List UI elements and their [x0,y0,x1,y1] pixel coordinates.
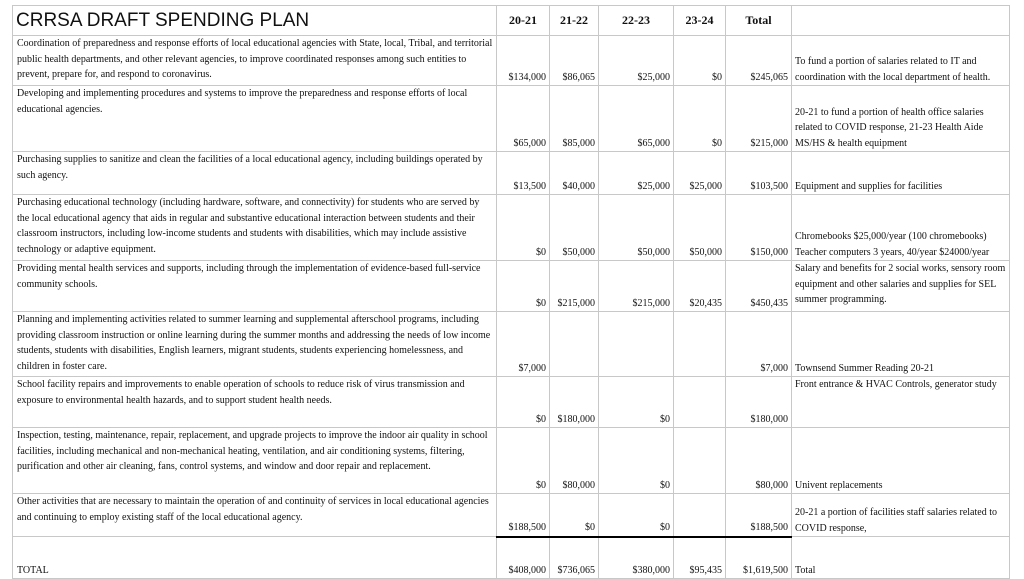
cell-22-23: $215,000 [599,261,674,312]
cell-22-23: $65,000 [599,86,674,152]
cell-21-22: $180,000 [550,377,599,428]
cell-20-21: $7,000 [497,312,550,377]
table-row [13,261,1010,312]
cell-21-22: $86,065 [550,36,599,86]
col-header-total: Total [726,6,792,36]
cell-23-24: $0 [674,86,726,152]
table-row [13,86,1010,152]
cell-22-23: $0 [599,494,674,537]
row-note: Univent replacements [792,428,1010,494]
cell-22-23 [599,312,674,377]
table-row [13,195,1010,261]
row-description: Inspection, testing, maintenance, repair, replacement, and upgrade projects to improve the indoor air quality in school facilities, including mechanical and non-mechanical heating, ventilation, and air conditioning systems, filtering, purification and other air cleaning, fans, control systems, and window and door repair and replacement. [13,428,497,494]
row-note: Townsend Summer Reading 20-21 [792,312,1010,377]
cell-total: $450,435 [726,261,792,312]
cell-23-24: $25,000 [674,152,726,195]
cell-23-24 [674,494,726,537]
row-description: School facility repairs and improvements to enable operation of schools to reduce risk of virus transmission and exposure to environmental health hazards, and to support student health needs. [13,377,497,428]
col-header-23-24: 23-24 [674,6,726,36]
table-row [13,377,1010,428]
row-note: 20-21 to fund a portion of health office salaries related to COVID response, 21-23 Health Aide MS/HS & health equipment [792,86,1010,152]
total-21-22: $736,065 [550,537,599,579]
cell-total: $150,000 [726,195,792,261]
cell-20-21: $134,000 [497,36,550,86]
cell-21-22 [550,312,599,377]
row-note: Equipment and supplies for facilities [792,152,1010,195]
grand-total: $1,619,500 [726,537,792,579]
cell-20-21: $0 [497,428,550,494]
row-note: Salary and benefits for 2 social works, sensory room equipment and other salaries and supplies for SEL summer programming. [792,261,1010,312]
cell-23-24: $0 [674,36,726,86]
table-row [13,152,1010,195]
cell-23-24: $50,000 [674,195,726,261]
page-title: CRRSA DRAFT SPENDING PLAN [13,6,497,36]
row-note: 20-21 a portion of facilities staff salaries related to COVID response, [792,494,1010,537]
cell-23-24 [674,377,726,428]
cell-23-24: $20,435 [674,261,726,312]
total-20-21: $408,000 [497,537,550,579]
cell-total: $80,000 [726,428,792,494]
col-header-20-21: 20-21 [497,6,550,36]
row-description: Developing and implementing procedures and systems to improve the preparedness and response efforts of local educational agencies. [13,86,497,152]
spending-plan-table [12,5,1010,579]
cell-20-21: $188,500 [497,494,550,537]
row-description: Coordination of preparedness and response efforts of local educational agencies with State, local, Tribal, and territorial public health departments, and other relevant agencies, to improve coordinated responses among such entities to prevent, prepare for, and respond to coronavirus. [13,36,497,86]
cell-20-21: $0 [497,377,550,428]
row-note: Front entrance & HVAC Controls, generator study [792,377,1010,428]
cell-21-22: $215,000 [550,261,599,312]
total-23-24: $95,435 [674,537,726,579]
header-row [13,6,1010,36]
cell-20-21: $0 [497,261,550,312]
table-row [13,428,1010,494]
cell-total: $188,500 [726,494,792,537]
totals-row [13,537,1010,579]
totals-label: TOTAL [13,537,497,579]
total-22-23: $380,000 [599,537,674,579]
cell-20-21: $65,000 [497,86,550,152]
table-row [13,312,1010,377]
cell-23-24 [674,312,726,377]
cell-20-21: $13,500 [497,152,550,195]
cell-21-22: $80,000 [550,428,599,494]
cell-total: $7,000 [726,312,792,377]
cell-21-22: $0 [550,494,599,537]
row-description: Providing mental health services and supports, including through the implementation of evidence-based full-service community schools. [13,261,497,312]
row-note: To fund a portion of salaries related to IT and coordination with the local department of health. [792,36,1010,86]
totals-note: Total [792,537,1010,579]
row-description: Other activities that are necessary to maintain the operation of and continuity of services in local educational agencies and continuing to employ existing staff of the local educational agency. [13,494,497,537]
col-header-22-23: 22-23 [599,6,674,36]
cell-total: $245,065 [726,36,792,86]
cell-total: $103,500 [726,152,792,195]
cell-23-24 [674,428,726,494]
cell-22-23: $25,000 [599,152,674,195]
col-header-notes [792,6,1010,36]
cell-22-23: $0 [599,428,674,494]
table-row [13,36,1010,86]
cell-22-23: $0 [599,377,674,428]
cell-22-23: $50,000 [599,195,674,261]
cell-total: $180,000 [726,377,792,428]
col-header-21-22: 21-22 [550,6,599,36]
cell-21-22: $50,000 [550,195,599,261]
row-description: Purchasing educational technology (including hardware, software, and connectivity) for students who are served by the local educational agency that aids in regular and substantive educational interaction between students and their classroom instructors, including low-income students and students with disabilities, which may include assistive technology or adaptive equipment. [13,195,497,261]
row-note: Chromebooks $25,000/year (100 chromebooks) Teacher computers 3 years, 40/year $24000/year [792,195,1010,261]
cell-21-22: $85,000 [550,86,599,152]
table-row [13,494,1010,537]
cell-total: $215,000 [726,86,792,152]
cell-21-22: $40,000 [550,152,599,195]
row-description: Planning and implementing activities related to summer learning and supplemental afterschool programs, including providing classroom instruction or online learning during the summer months and addressing the needs of low income students, students with disabilities, English learners, migrant students, students experiencing homelessness, and children in foster care. [13,312,497,377]
cell-20-21: $0 [497,195,550,261]
cell-22-23: $25,000 [599,36,674,86]
row-description: Purchasing supplies to sanitize and clean the facilities of a local educational agency, including buildings operated by such agency. [13,152,497,195]
